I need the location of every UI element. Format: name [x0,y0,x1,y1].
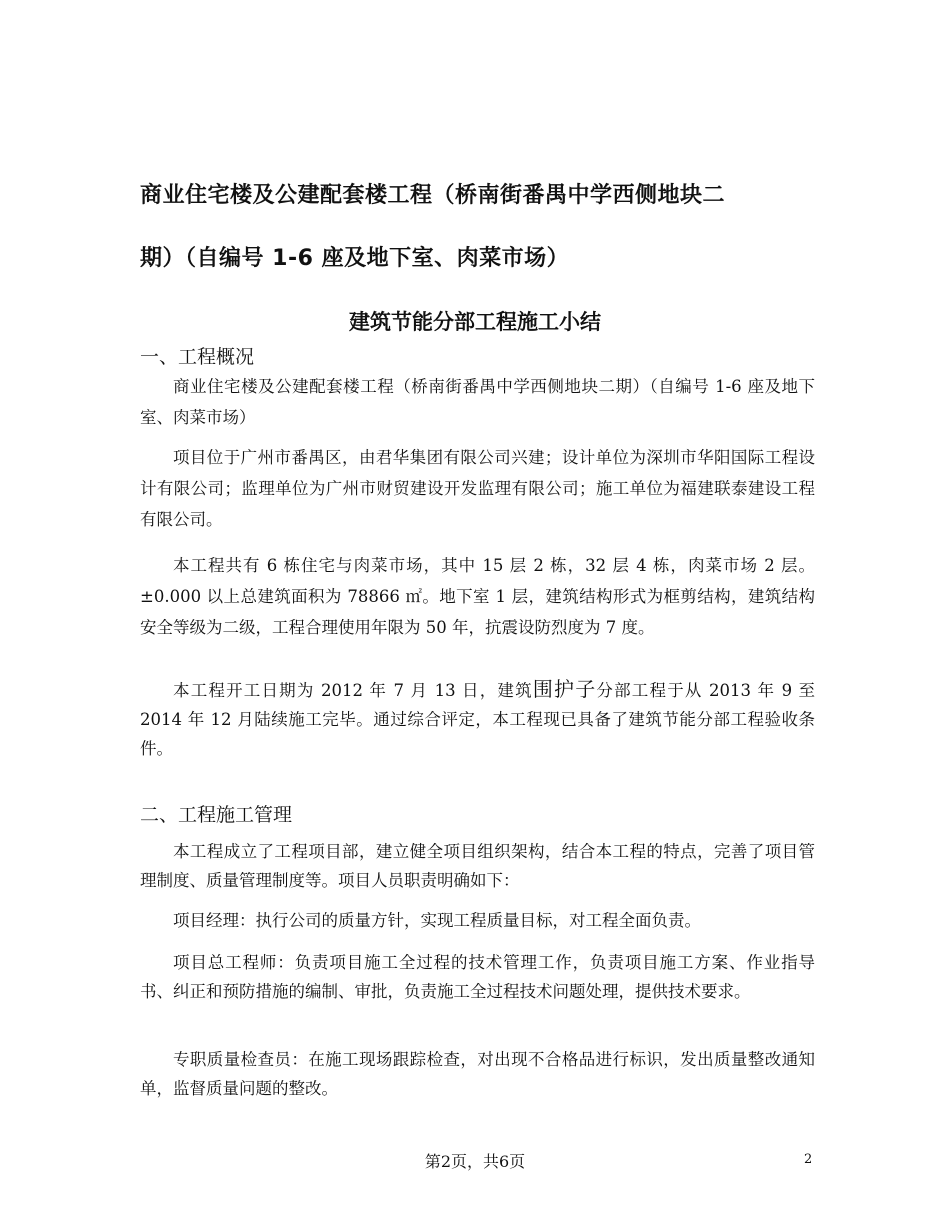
paragraph-schedule [140,675,815,763]
document-title-line-2: 期）（自编号 1-6 座及地下室、肉菜市场） [140,246,570,271]
document-title-line-1: 商业住宅楼及公建配套楼工程（桥南街番禺中学西侧地块二 [140,183,726,208]
paragraph-project-name: 商业住宅楼及公建配套楼工程（桥南街番禺中学西侧地块二期）（自编号 1-6 座及地下室、肉菜市场） [140,377,815,427]
enclosure-term: 围护子 [532,677,597,701]
document-subtitle: 建筑节能分部工程施工小结 [349,310,601,334]
paragraph-quality-inspector: 专职质量检查员：在施工现场跟踪检查，对出现不合格品进行标识，发出质量整改通知单，监督质量问题的整改。 [140,1050,815,1098]
paragraph-building-scale: 本工程共有 6 栋住宅与肉菜市场，其中 15 层 2 栋，32 层 4 栋，肉菜市场 2 层。±0.000 以上总建筑面积为 78866 ㎡。地下室 1 层，建筑结构形式为框剪结构，建筑结构安全等级为二级，工程合理使用年限为 50 年，抗震设防烈度为 7 度。 [140,556,815,637]
paragraph-project-parties: 项目位于广州市番禺区，由君华集团有限公司兴建；设计单位为深圳市华阳国际工程设计有限公司；监理单位为广州市财贸建设开发监理有限公司；施工单位为福建联泰建设工程有限公司。 [140,448,815,529]
paragraph-schedule-part-2: 分部工程于从 2013 年 9 至 2014 年 12 月陆续施工完毕。通过综合评定，本工程现已具备了建筑节能分部工程验收条件。 [140,681,816,758]
paragraph-project-manager: 项目经理：执行公司的质量方针，实现工程质量目标，对工程全面负责。 [173,911,701,930]
section-heading-management: 二、工程施工管理 [140,804,293,826]
paragraph-schedule-part-1: 本工程开工日期为 2012 年 7 月 13 日，建筑 [173,681,533,700]
page-footer: 第2页，共6页 [424,1152,526,1171]
paragraph-chief-engineer: 项目总工程师：负责项目施工全过程的技术管理工作，负责项目施工方案、作业指导书、纠正和预防措施的编制、审批，负责施工全过程技术问题处理，提供技术要求。 [140,953,815,1001]
paragraph-organization: 本工程成立了工程项目部，建立健全项目组织架构，结合本工程的特点，完善了项目管理制度、质量管理制度等。项目人员职责明确如下： [140,842,815,890]
page-number: 2 [804,1152,813,1167]
section-heading-overview: 一、工程概况 [140,346,255,368]
